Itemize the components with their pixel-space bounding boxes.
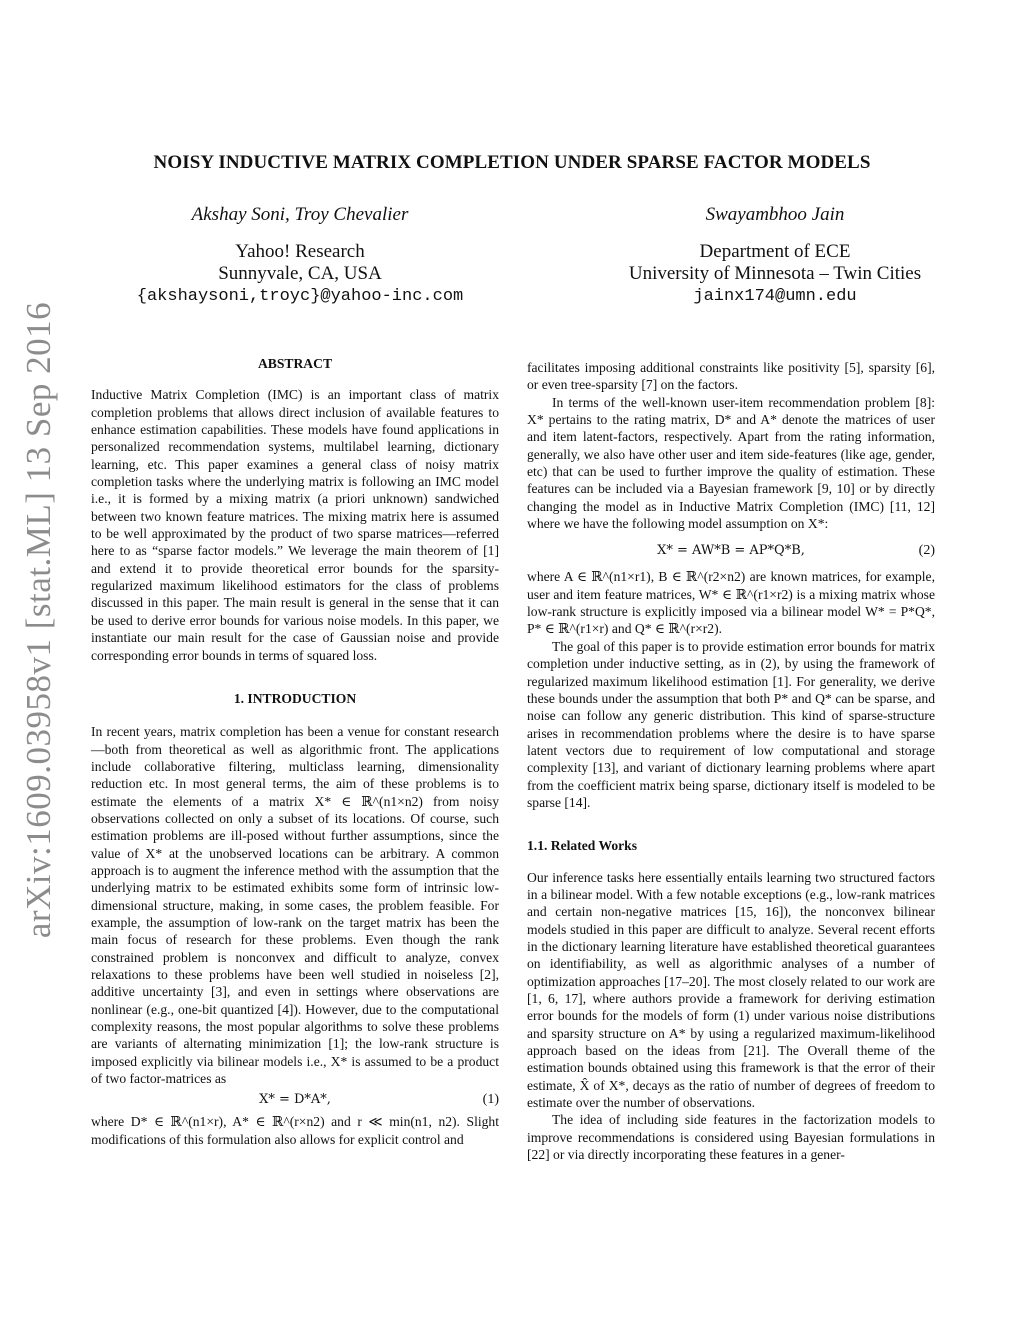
related-paragraph-1: Our inference tasks here essentially entails learning two structured factors in a bilinear model. With a few notable exceptions (e.g., low-rank matrices and certain non-negative matrices [15, 16]), the nonconvex bilinear models studied in this paper are difficult to analyze. Several recent efforts in the dictionary learning literature have established theoretical guarantees on identifiability, as well as algorithmic analyses of a number of optimization approaches [17–20]. The most closely related to our work are [1, 6, 17], where authors provide a framework for deriving estimation error bounds for the models of form (1) under various noise distributions and sparsity structure on A* by using a regularized maximum-likelihood approach based on the ideas from [21]. The Overall theme of the estimation bounds obtained using this framework is that the error of their estimate, X̂ of X*, decays as the ratio of number of degrees of freedom to estimate over the number of observations. [527, 869, 935, 1111]
intro-paragraph: In recent years, matrix completion has been a venue for constant research—both from theoretical as well as algorithmic front. The applications include collaborative filtering, multiclass learning, dimensionality reduction etc. In most general terms, the aim of these problems is to estimate the elements of a matrix X* ∈ ℝ^(n1×n2) from noisy observations collected on only a subset of its locations. Of course, such estimation problems are ill-posed without further assumptions, since the value of X* at the unobserved locations can be arbitrary. A common approach is to augment the inference method with the assumption that the underlying matrix to be estimated exhibits some form of intrinsic low-dimensional structure, making, in some cases, the problem feasible. For example, the assumption of low-rank on the target matrix has been the main focus of research for these problems. Even though the rank constrained problem is nonconvex and difficult to analyze, convex relaxations to these problems have been well studied in noiseless [2], additive uncertainty [3], and even in settings where observations are nonlinear (e.g., one-bit quantized [4]). However, due to the computational complexity reasons, the most popular algorithms to solve these problems are variants of alternating minimization [1]; the low-rank structure is imposed explicitly via bilinear models i.e., X* is assumed to be a product of two factor-matrices as [91, 724, 499, 1087]
related-works-heading: 1.1. Related Works [527, 838, 638, 854]
intro-heading: 1. INTRODUCTION [233, 690, 357, 706]
paper-title: NOISY INDUCTIVE MATRIX COMPLETION UNDER SPARSE FACTOR MODELS [153, 152, 871, 173]
author-names: Swayambhoo Jain [705, 204, 845, 225]
equation-1 [91, 1087, 499, 1113]
equation-2-body: X* = AW*B = AP*Q*B, [657, 543, 805, 559]
author-location: University of Minnesota – Twin Cities [628, 263, 922, 284]
right-paragraph-1: In terms of the well-known user-item recommendation problem [8]: X* pertains to the rating matrix, D* and A* denote the matrices of user and item latent-factors, respectively. Apart from the rating information, generally, we also have other user and item side-features (like age, gender, etc) that can be used to further improve the quality of estimation. These features can be included via a Bayesian framework [9, 10] or by directly changing the model as in Inductive Matrix Completion (IMC) [11, 12] where we have the following model assumption on X*: [527, 394, 935, 532]
intro-paragraph-cont: where D* ∈ ℝ^(n1×r), A* ∈ ℝ^(r×n2) and r ≪ min(n1, n2). Slight modifications of this formulation also allows for explicit control and [91, 1114, 499, 1147]
equation-1-body: X* = D*A*, [259, 1092, 331, 1108]
arxiv-sidebar-id [14, 301, 64, 939]
abstract-text: Inductive Matrix Completion (IMC) is an important class of matrix completion problems that allows direct inclusion of available features to enhance estimation capabilities. These models have found applications in personalized recommendation systems, multilabel learning, dictionary learning, etc. This paper examines a general class of noisy matrix completion tasks where the underlying matrix is following an IMC model i.e., it is formed by a mixing matrix (a priori unknown) sandwiched between two known feature matrices. The mixing matrix here is assumed to be well approximated by the product of two sparse matrices—referred here to as “sparse factor models.” We leverage the main theorem of [1] and extend it to provide theoretical error bounds for the sparsity-regularized maximum likelihood estimators for the class of problems discussed in this paper. The main result is general in the sense that it can be used to derive error bounds for various noise models. In this paper, we instantiate our main result for the case of Gaussian noise and provide corresponding error bounds in terms of squared loss. [91, 387, 499, 663]
right-paragraph-0: facilitates imposing additional constraints like positivity [5], sparsity [6], or even tree-sparsity [7] on the factors. [527, 360, 935, 393]
author-location: Sunnyvale, CA, USA [218, 263, 382, 284]
equation-2-number: (2) [918, 543, 935, 559]
left-column [91, 355, 499, 1148]
author-email[interactable]: {akshaysoni,troyc}@yahoo-inc.com [136, 286, 464, 306]
equation-2 [527, 538, 935, 564]
related-paragraph-2: The idea of including side features in the factorization models to improve recommendations is considered using Bayesian formulations in [22] or via directly incorporating these features in a gener- [527, 1112, 935, 1163]
right-paragraph-2: where A ∈ ℝ^(n1×r1), B ∈ ℝ^(r2×n2) are known matrices, for example, user and item feature matrices, W* ∈ ℝ^(r1×r2) is a mixing matrix whose low-rank structure is explicitly imposed via a bilinear model W* = P*Q*, P* ∈ ℝ^(r1×r) and Q* ∈ ℝ^(r×r2). [527, 569, 935, 637]
author-block-2 [570, 204, 980, 308]
abstract-heading: ABSTRACT [257, 356, 333, 371]
author-names: Akshay Soni, Troy Chevalier [191, 204, 409, 225]
equation-1-number: (1) [482, 1092, 499, 1108]
right-column [527, 359, 935, 1163]
arxiv-id-text: arXiv:1609.03958v1 [stat.ML] 13 Sep 2016 [19, 301, 58, 939]
author-email[interactable]: jainx174@umn.edu [693, 286, 857, 306]
author-affiliation: Yahoo! Research [235, 240, 365, 262]
author-affiliation: Department of ECE [699, 240, 851, 262]
author-block-1 [95, 204, 505, 308]
right-paragraph-3: The goal of this paper is to provide estimation error bounds for matrix completion under inductive setting, as in (2), by using the framework of regularized maximum likelihood estimation [1]. For generality, we derive these bounds under the assumption that both P* and Q* can be sparse, and noise can follow any generic distribution. This kind of sparse-structure arises in recommendation problems where the desire is to have sparse latent vectors due to requirement of low computational and storage complexity [13], and variant of dictionary learning problems where apart from the coefficient matrix being sparse, dictionary itself is modeled to be sparse [14]. [527, 638, 935, 810]
